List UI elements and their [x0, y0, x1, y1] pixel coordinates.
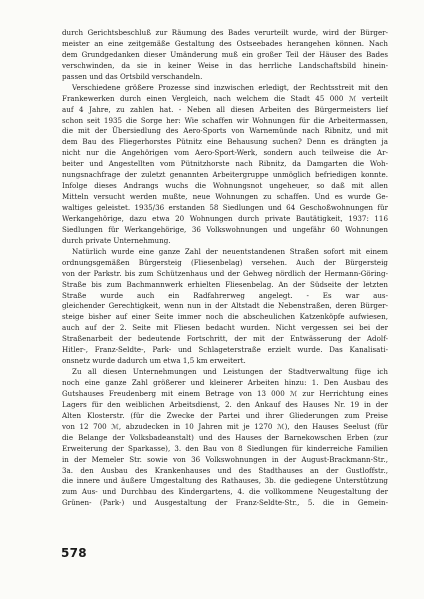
text-line: in der Memeler Str. sowie von 36 Volkswohnungen in der August-Brackmann-Str.,	[62, 454, 388, 464]
text-line: die Belange der Volksbadeanstalt) und des Hauses der Barnekowschen Erben (zur	[62, 432, 388, 442]
text-line: nungsnachfrage der zuletzt genannten Arbeitergruppe unmöglich befriedigen konnte.	[62, 170, 388, 180]
text-line: Verschiedene größere Prozesse sind inzwischen erledigt, der Rechtsstreit mit den	[72, 82, 388, 92]
paragraph-3	[62, 247, 388, 367]
text-line: schon seit 1935 die Sorge her: Wie schaffen wir Wohnungen für die Arbeitermassen,	[62, 115, 388, 125]
text-line: durch Gerichtsbeschluß zur Räumung des Bades verurteilt wurde, wird der Bürger-	[62, 28, 388, 37]
text-line: verschwinden, da sie in keiner Weise in das herrliche Landschaftsbild hinein-	[62, 60, 388, 70]
paragraph-2	[62, 83, 388, 247]
text-line: Grünen- (Park-) und Ausgestaltung der Franz-Seldte-Str., 5. die in Gemein-	[62, 498, 388, 508]
body-text	[62, 28, 388, 509]
text-line: die mit der Übersiedlung des Aero-Sports von Warnemünde nach Ribnitz, und mit	[62, 126, 388, 136]
text-line: Hitler-, Franz-Seldte-, Park- und Schlageterstraße erzielt wurde. Das Kanalisati-	[62, 345, 388, 355]
text-line: dem Bau des Fliegerhorstes Pütnitz eine Behausung suchen? Denn es drängten ja	[62, 137, 388, 147]
text-line: auch auf der 2. Seite mit Fliesen bedacht wurden. Nicht vergessen sei bei der	[62, 323, 388, 333]
text-line: auf 4 Jahre, zu zahlen hat. - Neben all diesen Arbeiten des Bürgermeisters lief	[62, 104, 388, 114]
text-line: die innere und äußere Umgestaltung des Rathauses, 3b. die gediegene Unterstützung	[62, 476, 388, 486]
text-line: Zu all diesen Unternehmungen und Leistungen der Stadtverwaltung füge ich	[72, 367, 388, 377]
text-line: nicht nur die Angehörigen vom Aero-Sport-Werk, sondern auch teilweise die Ar-	[62, 148, 388, 158]
text-line: gleichender Gerechtigkeit, wenn nun in der Altstadt die Nebenstraßen, deren Bürger-	[62, 301, 388, 311]
text-line: Infolge dieses Andrangs wuchs die Wohnungsnot ungeheuer, so daß mit allen	[62, 181, 388, 191]
text-line: passen und das Ortsbild verschandeln.	[62, 71, 203, 81]
text-line: Frankewerken durch einen Vergleich, nach welchem die Stadt 45 000 ℳ verteilt	[62, 93, 388, 103]
text-line: dem Grundgedanken dieser Umänderung muß ein großer Teil der Häuser des Bades	[62, 49, 388, 59]
text-line: Werkangehörige, dazu etwa 20 Wohnungen durch private Bautätigkeit, 1937: 116	[62, 213, 388, 223]
text-line: Alten Klosterstr. (für die Zwecke der Partei und ihrer Gliederungen zum Preise	[62, 410, 388, 420]
text-line: steige bisher auf einer Seite immer noch die abscheulichen Katzenköpfe aufwiesen,	[62, 312, 388, 322]
text-line: von 12 700 ℳ, abzudecken in 10 Jahren mit je 1270 ℳ), den Hauses Seelust (für	[62, 421, 388, 431]
text-line: Mitteln versucht werden mußte, neue Wohnungen zu schaffen. Und es wurde Ge-	[62, 192, 388, 202]
text-line: Straßenarbeit der bedeutende Fortschritt, der mit der Entwässerung der Adolf-	[62, 334, 388, 344]
text-line: 3a. den Ausbau des Krankenhauses und des Stadthauses an der Gustloffstr.,	[62, 465, 388, 475]
text-line: durch private Unternehmung.	[62, 235, 171, 245]
text-line: beiter und Angestellten vom Pütnitzhorste nach Ribnitz, da Damgarten die Woh-	[62, 159, 388, 169]
text-line: noch eine ganze Zahl größerer und kleinerer Arbeiten hinzu: 1. Den Ausbau des	[62, 378, 388, 387]
text-line: von der Parkstr. bis zum Schützenhaus und der Gehweg nördlich der Hermann-Göring-	[62, 268, 388, 278]
paragraph-1	[62, 28, 388, 83]
text-line: Gutshauses Freudenberg mit einem Betrage von 13 000 ℳ zur Herrichtung eines	[62, 388, 388, 398]
text-line: waltiges geleistet. 1935/36 erstanden 58 Siedlungen und 64 Geschoßwohnungen für	[62, 203, 388, 212]
text-line: zum Aus- und Durchbau des Kindergartens, 4. die vollkommene Neugestaltung der	[62, 487, 388, 497]
text-line: Straße wurde auch ein Radfahrerweg angelegt. - Es war aus-	[62, 290, 388, 300]
text-line: Straße bis zum Bachmannwerk erhielten Fliesenbelag. An der Südseite der letzten	[62, 279, 388, 289]
text-line: Erweiterung der Sparkasse), 3. den Bau von 8 Siedlungen für kinderreiche Familien	[62, 443, 388, 453]
text-line: ordnungsgemäßen Bürgersteig (Fliesenbelag) versehen. Auch der Bürgersteig	[62, 257, 388, 267]
text-line: Siedlungen für Werkangehörige, 36 Volkswohnungen und ungefähr 60 Wohnungen	[62, 224, 388, 234]
text-line: meister an eine zeitgemäße Gestaltung des Ostseebades herangehen können. Nach	[62, 38, 388, 48]
paragraph-4	[62, 367, 388, 509]
text-line: onsnetz wurde dadurch um etwa 1,5 km erweitert.	[62, 356, 246, 366]
page-number: 578	[61, 546, 87, 560]
text-line: Natürlich wurde eine ganze Zahl der neuentstandenen Straßen sofort mit einem	[72, 246, 388, 256]
text-line: Lagers für den weiblichen Arbeitsdienst, 2. den Ankauf des Hauses Nr. 19 in der	[62, 399, 388, 409]
